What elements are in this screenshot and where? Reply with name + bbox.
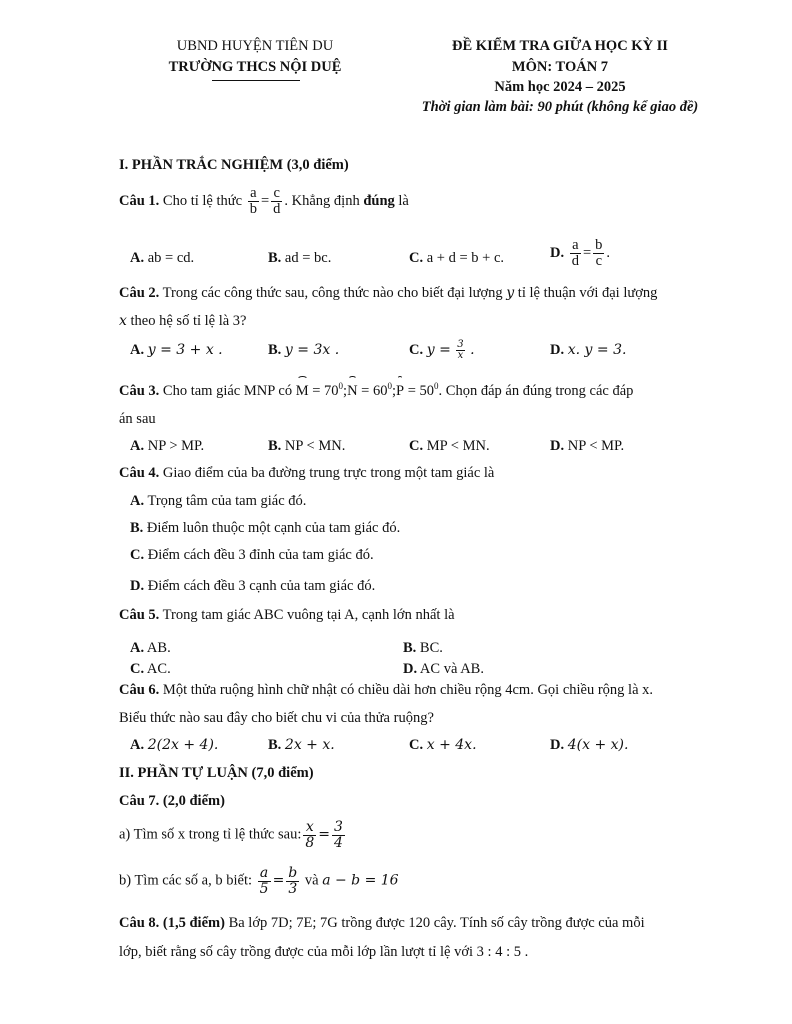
q6-option-d: D. 4(x + x). bbox=[550, 737, 629, 753]
q1-option-d: D. $\frac{a}{d}$ = $\frac{b}{c}$ . bbox=[550, 237, 611, 270]
question-7a: a) Tìm số x trong tỉ lệ thức sau: $\frac{x}{8}$ = $\frac{3}{4}$ bbox=[119, 819, 343, 851]
q1-text-end: là bbox=[394, 193, 409, 210]
q3-option-b: B. NP < MN. bbox=[268, 438, 346, 454]
question-2-line1: Câu 2. Trong các công thức sau, công thức nào cho biết đại lượng y tỉ lệ thuận với đại lượng bbox=[119, 285, 658, 301]
q2-option-d: D. x. y = 3. bbox=[550, 342, 627, 358]
q2-option-c: C. y = $\frac{3}{x}$ . bbox=[409, 339, 475, 361]
q6-option-b: B. 2x + x. bbox=[268, 737, 335, 753]
exam-year: Năm học 2024 – 2025 bbox=[494, 79, 626, 95]
q5-option-a: A. AB. bbox=[130, 640, 171, 656]
question-2-line2: x theo hệ số tỉ lệ là 3? bbox=[119, 313, 247, 329]
q4-option-b: B. Điểm luôn thuộc một cạnh của tam giác đó. bbox=[130, 520, 401, 536]
q3-option-c: C. MP < MN. bbox=[409, 438, 490, 454]
q1-frac2-num: c bbox=[271, 186, 282, 202]
question-3-line1: Câu 3. Cho tam giác MNP có $M = 70^0;N$ = $60^0;P = 50^0$. Chọn đáp án đúng trong các đáp bbox=[119, 381, 634, 399]
q5-option-d: D. AC và AB. bbox=[403, 661, 484, 677]
q4-option-c: C. Điểm cách đều 3 đỉnh của tam giác đó. bbox=[130, 547, 374, 563]
q1-option-a: A. ab = cd. bbox=[130, 250, 195, 266]
q1-text: Cho tỉ lệ thức bbox=[159, 193, 246, 210]
q1-text-after: . Khẳng định bbox=[284, 193, 364, 210]
question-5: Câu 5. Trong tam giác ABC vuông tại A, cạnh lớn nhất là bbox=[119, 607, 455, 623]
exam-duration: Thời gian làm bài: 90 phút (không kể giao đề) bbox=[421, 99, 699, 115]
q4-option-d: D. Điểm cách đều 3 cạnh của tam giác đó. bbox=[130, 578, 376, 594]
q1-frac2-den: d bbox=[273, 201, 281, 218]
school-name: TRƯỜNG THCS NỘI DUỆ bbox=[168, 59, 342, 75]
q5-option-b: B. BC. bbox=[403, 640, 443, 656]
q2-option-b: B. y = 3x . bbox=[268, 342, 340, 358]
q5-option-c: C. AC. bbox=[130, 661, 171, 677]
question-7b: b) Tìm các số a, b biết: $\frac{a}{5}$ = $\frac{b}{3}$ và a − b = 16 bbox=[119, 865, 399, 897]
school-district: UBND HUYỆN TIÊN DU bbox=[176, 38, 334, 54]
q1-label: Câu 1. bbox=[119, 193, 160, 210]
q1-option-c: C. a + d = b + c. bbox=[409, 250, 505, 266]
question-6-line1: Câu 6. Một thửa ruộng hình chữ nhật có chiều dài hơn chiều rộng 4cm. Gọi chiều rộng là x. bbox=[119, 682, 654, 698]
question-1 bbox=[119, 186, 409, 217]
q1-option-b: B. ad = bc. bbox=[268, 250, 332, 266]
question-4: Câu 4. Giao điểm của ba đường trung trực trong một tam giác là bbox=[119, 465, 495, 481]
section-1-title: I. PHẦN TRẮC NGHIỆM (3,0 điểm) bbox=[119, 157, 349, 173]
q1-emph: đúng bbox=[363, 193, 395, 210]
section-2-title: II. PHẦN TỰ LUẬN (7,0 điểm) bbox=[119, 765, 314, 781]
q1-frac1-num: a bbox=[248, 186, 259, 202]
exam-title: ĐỀ KIỂM TRA GIỮA HỌC KỲ II bbox=[452, 38, 668, 54]
q6-option-c: C. x + 4x. bbox=[409, 737, 477, 753]
question-8-line1: Câu 8. (1,5 điểm) Ba lớp 7D; 7E; 7G trồng được 120 cây. Tính số cây trồng được của mỗi bbox=[119, 915, 645, 931]
exam-subject: MÔN: TOÁN 7 bbox=[511, 59, 609, 75]
q2-option-a: A. y = 3 + x . bbox=[130, 342, 223, 358]
question-7-label: Câu 7. (2,0 điểm) bbox=[119, 793, 225, 809]
q6-option-a: A. 2(2x + 4). bbox=[130, 737, 219, 753]
question-6-line2: Biểu thức nào sau đây cho biết chu vi của thửa ruộng? bbox=[119, 710, 434, 726]
q1-eq: = bbox=[260, 193, 270, 210]
q1-frac1-den: b bbox=[249, 201, 257, 218]
header-divider bbox=[212, 80, 300, 81]
q4-option-a: A. Trọng tâm của tam giác đó. bbox=[130, 493, 307, 509]
question-3-line2: án sau bbox=[119, 411, 156, 427]
question-8-line2: lớp, biết rằng số cây trồng được của mỗi lớp lần lượt tỉ lệ với 3 : 4 : 5 . bbox=[119, 944, 529, 960]
q3-option-a: A. NP > MP. bbox=[130, 438, 205, 454]
q3-option-d: D. NP < MP. bbox=[550, 438, 625, 454]
